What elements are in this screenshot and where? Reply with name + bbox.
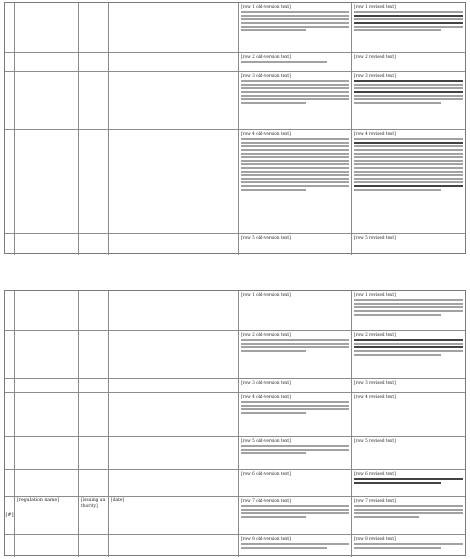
issuer-cell: [79, 470, 109, 497]
old-text: [row 1 old-version text]: [241, 292, 291, 297]
old-text-cell: [239, 130, 352, 234]
new-text: [row 3 revised text]: [354, 380, 396, 385]
regulation-name-cell: [15, 497, 79, 535]
new-text: [row 5 revised text]: [354, 438, 396, 443]
new-text-cell: [352, 470, 465, 497]
regulation-name: [regulation name]: [17, 498, 59, 503]
new-text: [row 2 revised text]: [354, 54, 396, 59]
regulation-name-cell: [15, 379, 79, 393]
regulation-name-cell: [15, 535, 79, 557]
date-cell: [109, 379, 239, 393]
old-text-cell: [239, 3, 352, 53]
regulation-number: [#]: [5, 511, 14, 518]
number-cell: [5, 393, 15, 437]
old-text-cell: [239, 72, 352, 130]
issuer-cell: [79, 331, 109, 379]
issuer-cell: [79, 379, 109, 393]
old-text: [row 3 old-version text]: [241, 73, 291, 78]
new-text: [row 8 revised text]: [354, 536, 396, 541]
number-cell: [5, 234, 15, 255]
new-text: [row 1 revised text]: [354, 4, 396, 9]
number-cell: [5, 379, 15, 393]
date-cell: [109, 470, 239, 497]
old-text: [row 6 old-version text]: [241, 471, 291, 476]
old-text-cell: [239, 53, 352, 72]
old-text-cell: [239, 234, 352, 255]
issuer: [issuing authority]: [81, 498, 106, 509]
regulation-name-cell: [15, 331, 79, 379]
date-cell: [109, 437, 239, 470]
regulation-name-cell: [15, 393, 79, 437]
issuer-cell: [79, 53, 109, 72]
old-text-cell: [239, 291, 352, 331]
number-cell: [5, 72, 15, 130]
issuer-cell: [79, 497, 109, 535]
old-text: [row 4 old-version text]: [241, 131, 291, 136]
issue-date: [date]: [111, 498, 125, 503]
date-cell: [109, 331, 239, 379]
date-cell: [109, 72, 239, 130]
regulation-name-cell: [15, 3, 79, 53]
issuer-cell: [79, 234, 109, 255]
new-text-cell: [352, 393, 465, 437]
new-text-cell: [352, 437, 465, 470]
old-text-cell: [239, 379, 352, 393]
old-text: [row 2 old-version text]: [241, 54, 291, 59]
old-text: [row 4 old-version text]: [241, 394, 291, 399]
new-text: [row 3 revised text]: [354, 73, 396, 78]
date-cell: [109, 393, 239, 437]
date-cell: [109, 3, 239, 53]
old-text: [row 1 old-version text]: [241, 4, 291, 9]
number-cell: [5, 437, 15, 470]
regulation-name-cell: [15, 470, 79, 497]
comparison-table-bottom: [4, 290, 466, 556]
new-text-cell: [352, 497, 465, 535]
new-text: [row 1 revised text]: [354, 292, 396, 297]
number-cell: [5, 470, 15, 497]
new-text-cell: [352, 130, 465, 234]
new-text: [row 4 revised text]: [354, 131, 396, 136]
regulation-name-cell: [15, 130, 79, 234]
old-text-cell: [239, 437, 352, 470]
issuer-cell: [79, 437, 109, 470]
new-text: [row 6 revised text]: [354, 471, 396, 476]
old-text: [row 8 old-version text]: [241, 536, 291, 541]
old-text-cell: [239, 497, 352, 535]
number-cell: [5, 497, 15, 535]
issuer-cell: [79, 72, 109, 130]
date-cell: [109, 130, 239, 234]
old-text: [row 2 old-version text]: [241, 332, 291, 337]
old-text: [row 3 old-version text]: [241, 380, 291, 385]
issuer-cell: [79, 393, 109, 437]
number-cell: [5, 3, 15, 53]
old-text-cell: [239, 331, 352, 379]
issuer-cell: [79, 291, 109, 331]
old-text-cell: [239, 393, 352, 437]
number-cell: [5, 291, 15, 331]
issuer-cell: [79, 3, 109, 53]
new-text-cell: [352, 331, 465, 379]
regulation-name-cell: [15, 72, 79, 130]
number-cell: [5, 130, 15, 234]
new-text-cell: [352, 234, 465, 255]
date-cell: [109, 497, 239, 535]
old-text: [row 5 old-version text]: [241, 235, 291, 240]
old-text: [row 7 old-version text]: [241, 498, 291, 503]
new-text-cell: [352, 379, 465, 393]
new-text-cell: [352, 535, 465, 557]
old-text-cell: [239, 470, 352, 497]
regulation-name-cell: [15, 291, 79, 331]
number-cell: [5, 535, 15, 557]
regulation-name-cell: [15, 53, 79, 72]
new-text: [row 5 revised text]: [354, 235, 396, 240]
new-text-cell: [352, 3, 465, 53]
new-text-cell: [352, 72, 465, 130]
regulation-name-cell: [15, 437, 79, 470]
new-text: [row 7 revised text]: [354, 498, 396, 503]
date-cell: [109, 535, 239, 557]
comparison-table-top: [4, 2, 466, 254]
issuer-cell: [79, 130, 109, 234]
new-text-cell: [352, 53, 465, 72]
old-text-cell: [239, 535, 352, 557]
new-text: [row 2 revised text]: [354, 332, 396, 337]
date-cell: [109, 53, 239, 72]
number-cell: [5, 331, 15, 379]
number-cell: [5, 53, 15, 72]
regulation-name-cell: [15, 234, 79, 255]
new-text: [row 4 revised text]: [354, 394, 396, 399]
date-cell: [109, 291, 239, 331]
date-cell: [109, 234, 239, 255]
issuer-cell: [79, 535, 109, 557]
new-text-cell: [352, 291, 465, 331]
old-text: [row 5 old-version text]: [241, 438, 291, 443]
